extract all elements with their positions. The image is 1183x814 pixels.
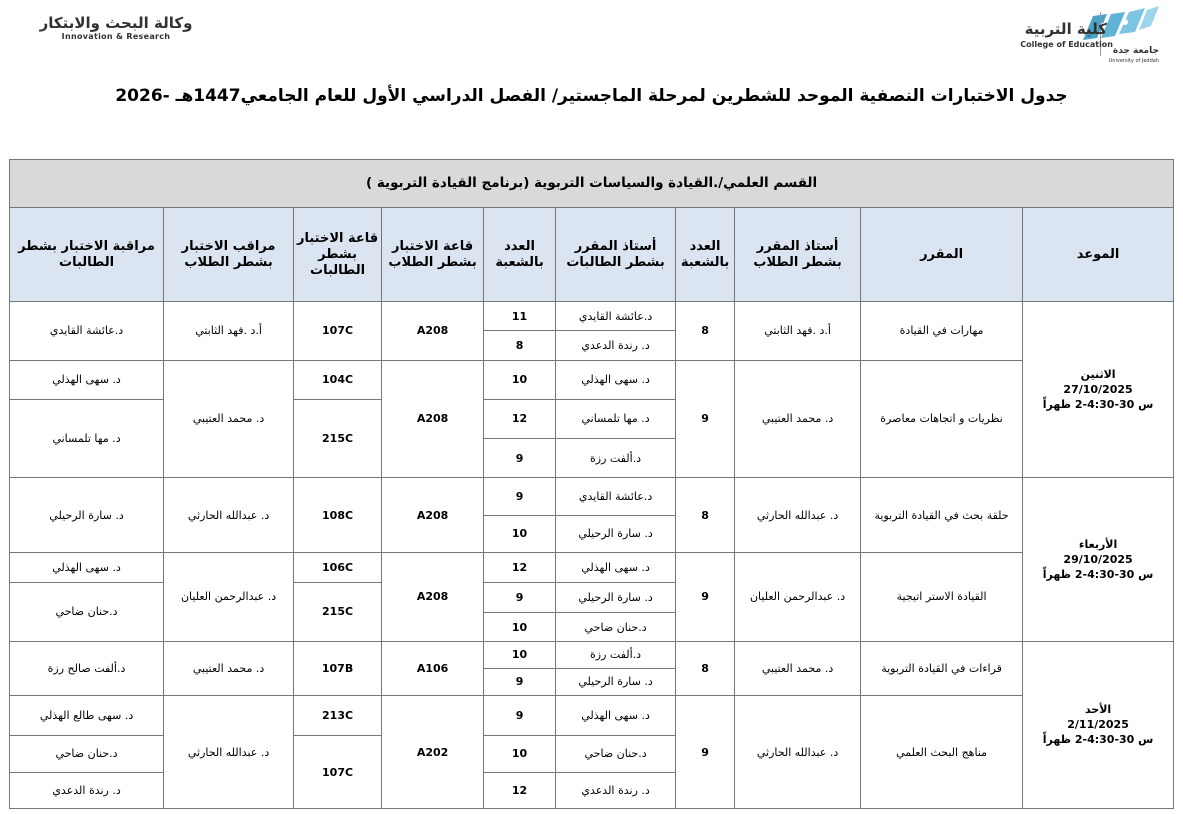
instructor-male: د. عبدالله الحارثي	[735, 478, 861, 553]
proctor-male: د. عبدالله الحارثي	[164, 478, 294, 553]
count-female: 9	[484, 478, 556, 515]
col-proctor-female-header: مراقبة الاختبار بشطر الطالبات	[10, 208, 164, 302]
instructor-female: د.عائشة القايدي	[556, 478, 676, 515]
count-male: 8	[676, 641, 735, 695]
instructor-female: د. سهى الهذلي	[556, 360, 676, 399]
instructor-female: د.ألفت رزة	[556, 439, 676, 478]
count-male: 9	[676, 552, 735, 641]
instructor-female: د. رندة الدعدي	[556, 772, 676, 808]
table-row	[10, 641, 1174, 668]
course-name: نظريات و اتجاهات معاصرة	[861, 360, 1023, 478]
count-female: 8	[484, 331, 556, 360]
count-male: 9	[676, 696, 735, 809]
room-female: 107C	[294, 302, 382, 360]
proctor-female: د. سارة الرحيلي	[10, 478, 164, 553]
instructor-male: أ.د .فهد الثابتي	[735, 302, 861, 360]
department-header: القسم العلمي/.القيادة والسياسات التربوية (برنامج القيادة التربوية )	[10, 160, 1174, 208]
course-name: مناهج البحث العلمي	[861, 696, 1023, 809]
col-room-female-header: قاعة الاختبار بشطر الطالبات	[294, 208, 382, 302]
instructor-female: د. مها تلمساني	[556, 399, 676, 438]
date-cell	[1023, 641, 1174, 808]
count-female: 10	[484, 613, 556, 641]
exam-time: س 30-4:30-2 ظهراً	[1042, 733, 1154, 747]
exam-date: 27/10/2025	[1063, 383, 1133, 397]
room-male: A106	[382, 641, 484, 695]
room-male: A208	[382, 552, 484, 641]
proctor-male: د. محمد العتيبي	[164, 360, 294, 478]
proctor-female: د. مها تلمساني	[10, 399, 164, 478]
instructor-female: د. سارة الرحيلي	[556, 515, 676, 552]
table-row	[10, 696, 1174, 736]
course-name: قراءات في القيادة التربوية	[861, 641, 1023, 695]
course-name: مهارات في القيادة	[861, 302, 1023, 360]
col-room-male-header: قاعة الاختبار بشطر الطلاب	[382, 208, 484, 302]
count-female: 10	[484, 641, 556, 668]
proctor-female: د.عائشة القايدي	[10, 302, 164, 360]
instructor-female: د.حنان ضاحي	[556, 736, 676, 772]
col-date-header: الموعد	[1023, 208, 1174, 302]
college-name-ar: كلية التربية	[1024, 20, 1107, 38]
room-female: 108C	[294, 478, 382, 553]
count-male: 9	[676, 360, 735, 478]
room-female: 107B	[294, 641, 382, 695]
instructor-male: د. عبدالرحمن العليان	[735, 552, 861, 641]
proctor-male: د. عبدالرحمن العليان	[164, 552, 294, 641]
exam-time: س 30-4:30-2 ظهراً	[1042, 568, 1154, 581]
col-course-header: المقرر	[861, 208, 1023, 302]
col-instructor-male-header: أستاذ المقرر بشطر الطلاب	[735, 208, 861, 302]
instructor-female: د.عائشة القايدي	[556, 302, 676, 331]
col-count-female-header: العدد بالشعبة	[484, 208, 556, 302]
instructor-female: د. سارة الرحيلي	[556, 583, 676, 613]
college-name-en: College of Education	[1020, 40, 1113, 49]
day-name: الاثنين	[1080, 368, 1116, 382]
proctor-female: د. سهى الهذلي	[10, 552, 164, 582]
day-name: الأحد	[1084, 703, 1112, 717]
instructor-male: د. عبدالله الحارثي	[735, 696, 861, 809]
room-female: 106C	[294, 552, 382, 582]
count-male: 8	[676, 478, 735, 553]
count-female: 12	[484, 552, 556, 582]
agency-name-en: Innovation & Research	[61, 32, 171, 41]
university-name-en: University of Jeddah	[1108, 58, 1159, 64]
room-male: A208	[382, 360, 484, 478]
proctor-female: د.ألفت صالح رزة	[10, 641, 164, 695]
proctor-female: د.حنان ضاحي	[10, 736, 164, 772]
room-male: A208	[382, 302, 484, 360]
count-female: 12	[484, 399, 556, 438]
count-male: 8	[676, 302, 735, 360]
college-logo	[923, 4, 1163, 68]
room-female: 215C	[294, 583, 382, 641]
table-row	[10, 552, 1174, 582]
table-row	[10, 478, 1174, 515]
proctor-female: د. سهى طالع الهذلي	[10, 696, 164, 736]
day-name: الأربعاء	[1078, 538, 1118, 551]
agency-name-ar: وكالة البحث والابتكار	[39, 14, 193, 32]
instructor-female: د. سارة الرحيلي	[556, 668, 676, 695]
count-female: 10	[484, 360, 556, 399]
instructor-female: د.حنان ضاحي	[556, 613, 676, 641]
table-row	[10, 302, 1174, 331]
proctor-female: د.حنان ضاحي	[10, 583, 164, 641]
exam-schedule-table	[9, 159, 1174, 809]
count-female: 9	[484, 668, 556, 695]
room-female: 213C	[294, 696, 382, 736]
date-cell	[1023, 302, 1174, 478]
course-name: حلقة بحث في القيادة التربوية	[861, 478, 1023, 553]
proctor-female: د. رندة الدعدي	[10, 772, 164, 808]
proctor-male: أ.د .فهد الثابتي	[164, 302, 294, 360]
exam-date: 29/10/2025	[1063, 553, 1133, 566]
room-female: 215C	[294, 399, 382, 478]
proctor-male: د. محمد العتيبي	[164, 641, 294, 695]
page-title: جدول الاختبارات النصفية الموحد للشطرين لمرحلة الماجستير/ الفصل الدراسي الأول للعام الجامعي1447هـ -2026	[115, 86, 1068, 106]
col-proctor-male-header: مراقب الاختبار بشطر الطلاب	[164, 208, 294, 302]
instructor-female: د. سهى الهذلي	[556, 696, 676, 736]
count-female: 9	[484, 696, 556, 736]
count-female: 11	[484, 302, 556, 331]
date-cell	[1023, 478, 1174, 641]
agency-logo	[36, 14, 196, 50]
table-row	[10, 360, 1174, 399]
instructor-female: د.ألفت رزة	[556, 641, 676, 668]
proctor-male: د. عبدالله الحارثي	[164, 696, 294, 809]
instructor-female: د. رندة الدعدي	[556, 331, 676, 360]
count-female: 12	[484, 772, 556, 808]
instructor-male: د. محمد العتيبي	[735, 360, 861, 478]
university-name-ar: جامعة جدة	[1112, 46, 1159, 56]
proctor-female: د. سهى الهذلي	[10, 360, 164, 399]
count-female: 10	[484, 736, 556, 772]
exam-date: 2/11/2025	[1067, 718, 1129, 732]
count-female: 9	[484, 439, 556, 478]
col-count-male-header: العدد بالشعبة	[676, 208, 735, 302]
course-name: القيادة الاستر اتيجية	[861, 552, 1023, 641]
instructor-male: د. محمد العتيبي	[735, 641, 861, 695]
count-female: 9	[484, 583, 556, 613]
col-instructor-female-header: أستاذ المقرر بشطر الطالبات	[556, 208, 676, 302]
room-female: 107C	[294, 736, 382, 809]
count-female: 10	[484, 515, 556, 552]
room-female: 104C	[294, 360, 382, 399]
exam-time: س 30-4:30-2 ظهراً	[1042, 398, 1154, 412]
room-male: A202	[382, 696, 484, 809]
instructor-female: د. سهى الهذلي	[556, 552, 676, 582]
room-male: A208	[382, 478, 484, 553]
